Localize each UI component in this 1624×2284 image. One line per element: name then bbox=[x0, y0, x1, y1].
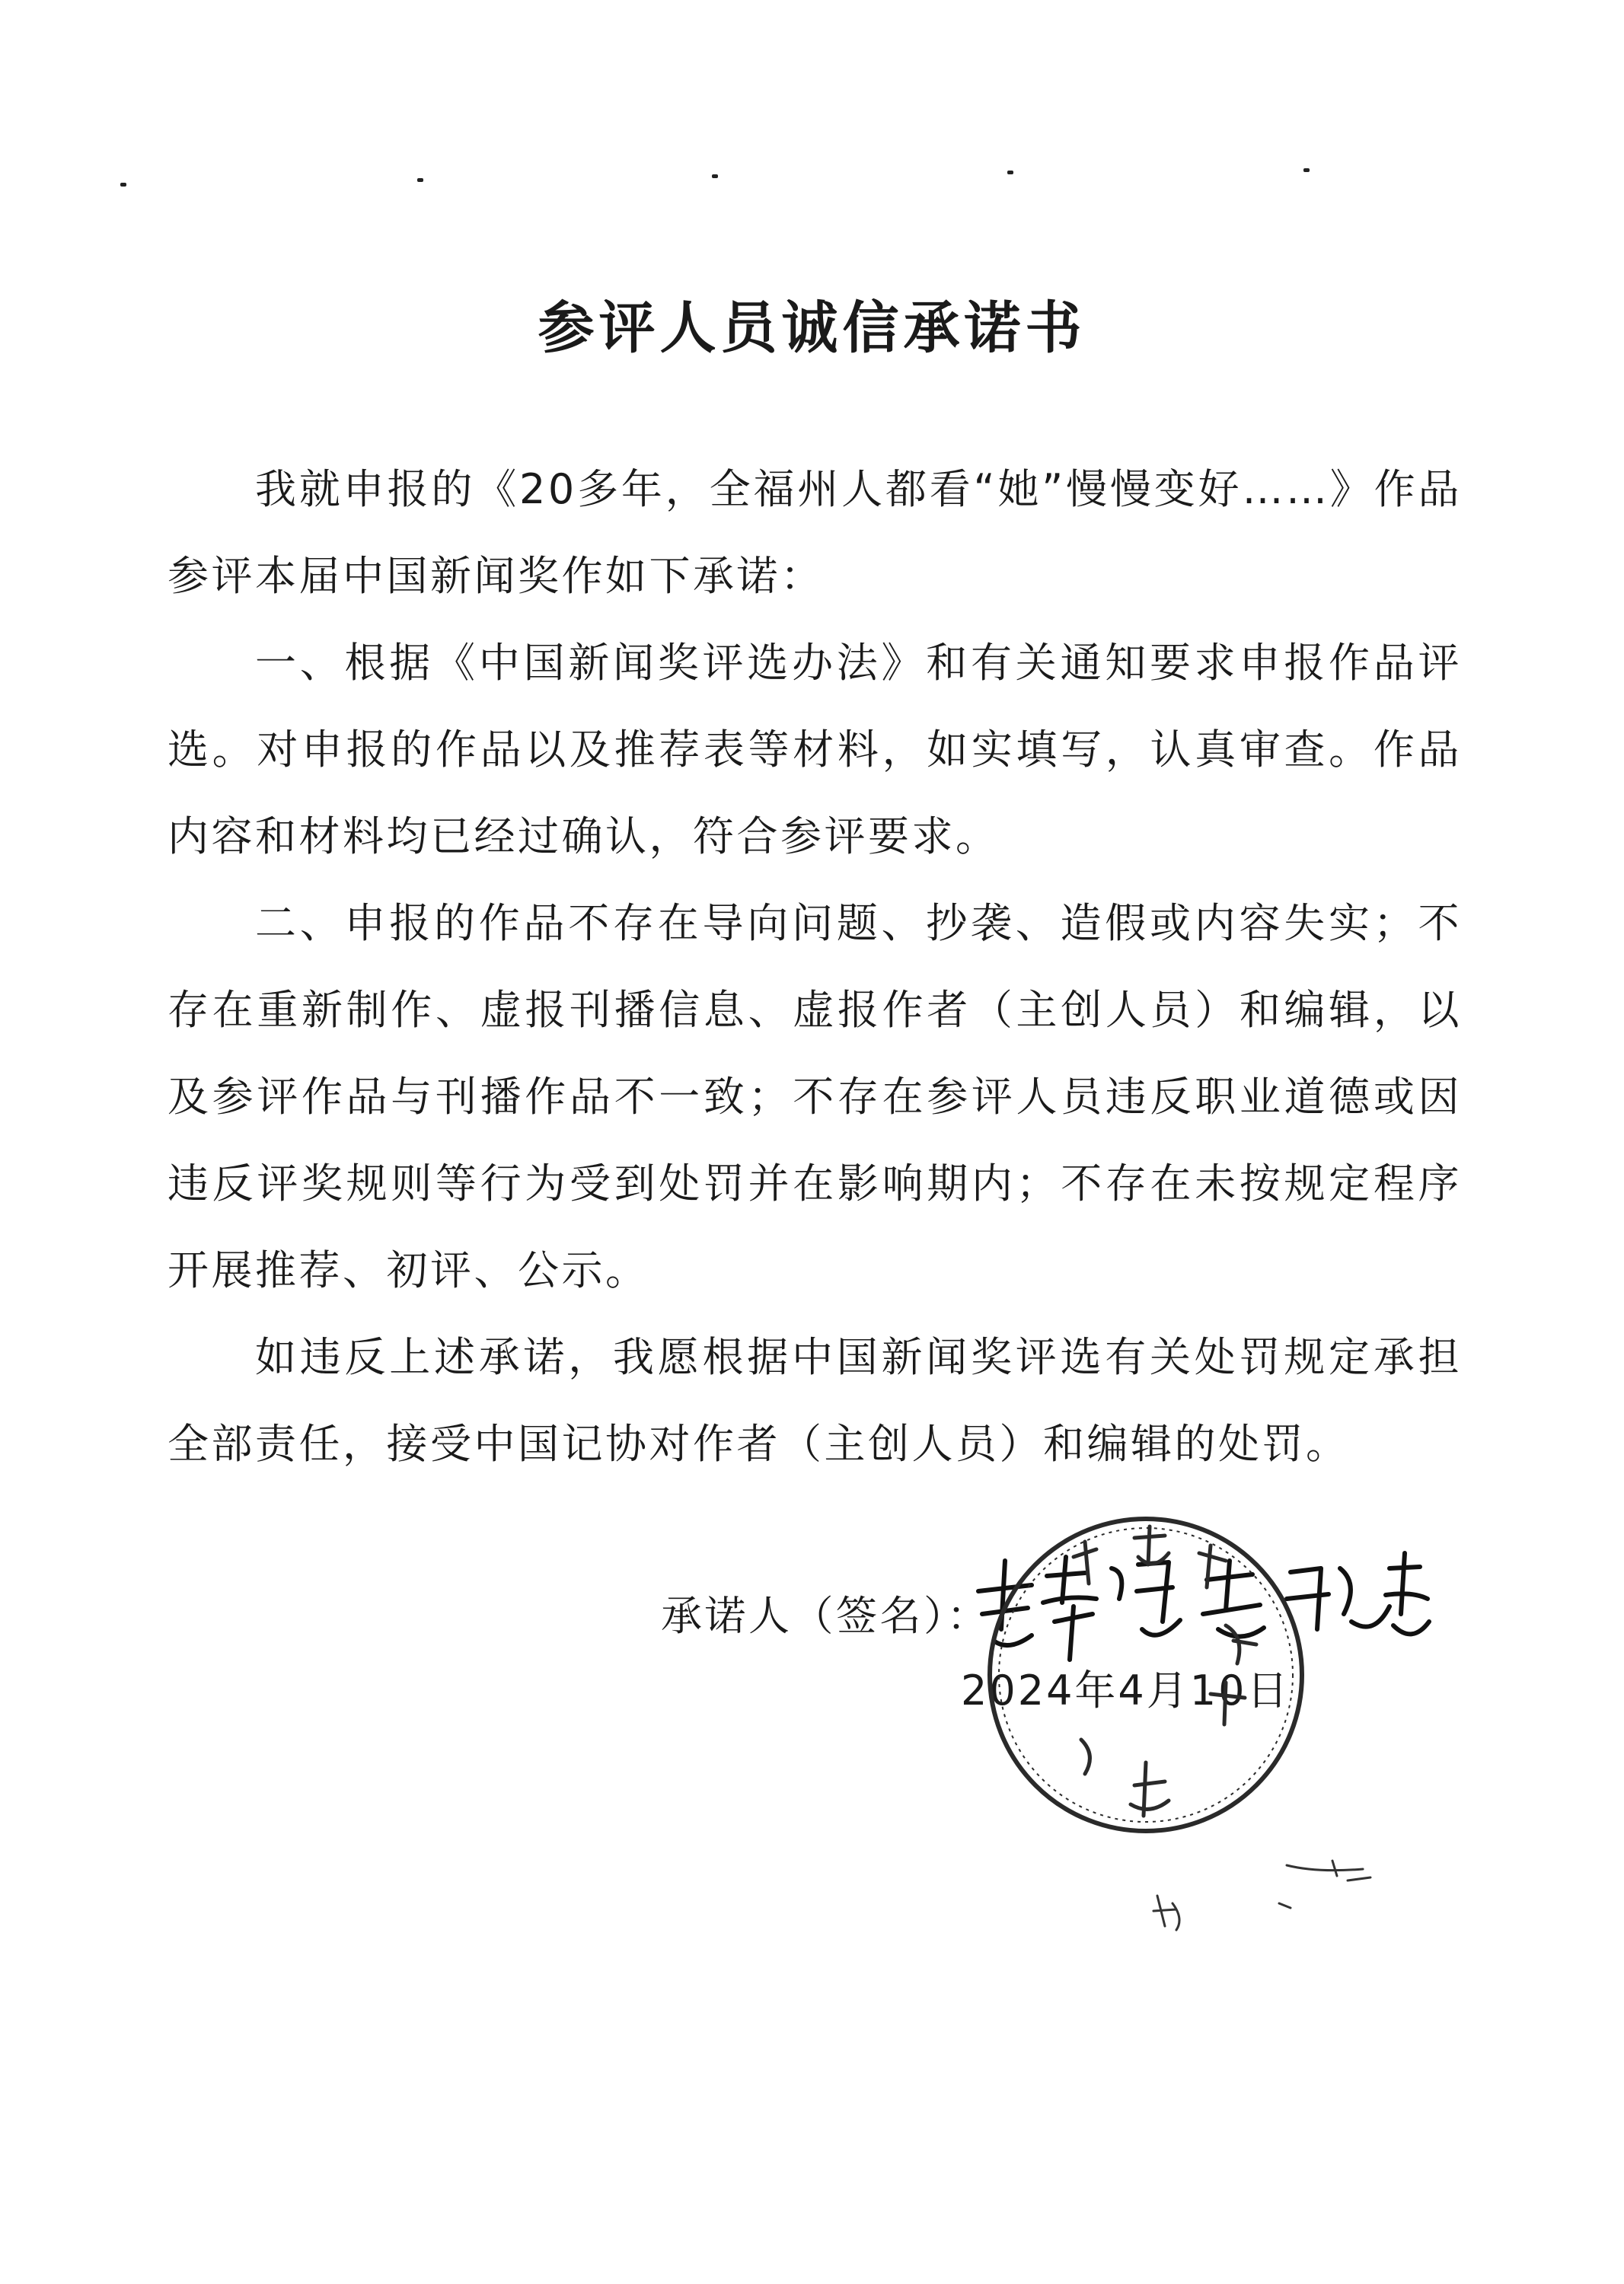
paragraph-one: 一、根据《中国新闻奖评选办法》和有关通知要求申报作品评选。对申报的作品以及推荐表等材料，如实填写，认真审查。作品内容和材料均已经过确认，符合参评要求。 bbox=[168, 639, 1462, 860]
official-seal bbox=[982, 1511, 1310, 1839]
paragraph-two: 二、申报的作品不存在导向问题、抄袭、造假或内容失实；不存在重新制作、虚报刊播信息、虚报作者（主创人员）和编辑，以及参评作品与刊播作品不一致；不存在参评人员违反职业道德或因违反评奖规则等行为受到处罚并在影响期内；不存在未按规定程序开展推荐、初评、公示。 bbox=[168, 899, 1462, 1294]
signature-label: 承诺人（签名）： bbox=[661, 1592, 991, 1640]
scan-dot bbox=[120, 183, 126, 187]
scan-dot bbox=[1303, 168, 1310, 172]
scan-dot bbox=[1007, 171, 1013, 174]
paragraph-intro: 我就申报的《20多年，全福州人都看“她”慢慢变好……》作品参评本届中国新闻奖作如下承诺： bbox=[168, 465, 1462, 600]
scan-artifact bbox=[1142, 1850, 1393, 1941]
sign-date: 2024年4月10日 bbox=[961, 1667, 1291, 1715]
scan-dot bbox=[712, 174, 718, 178]
paragraph-closing: 如违反上述承诺，我愿根据中国新闻奖评选有关处罚规定承担全部责任，接受中国记协对作者（主创人员）和编辑的处罚。 bbox=[168, 1333, 1462, 1468]
document-body bbox=[168, 446, 1462, 1488]
document-title: 参评人员诚信承诺书 bbox=[538, 295, 1086, 361]
scan-dot bbox=[417, 178, 423, 182]
